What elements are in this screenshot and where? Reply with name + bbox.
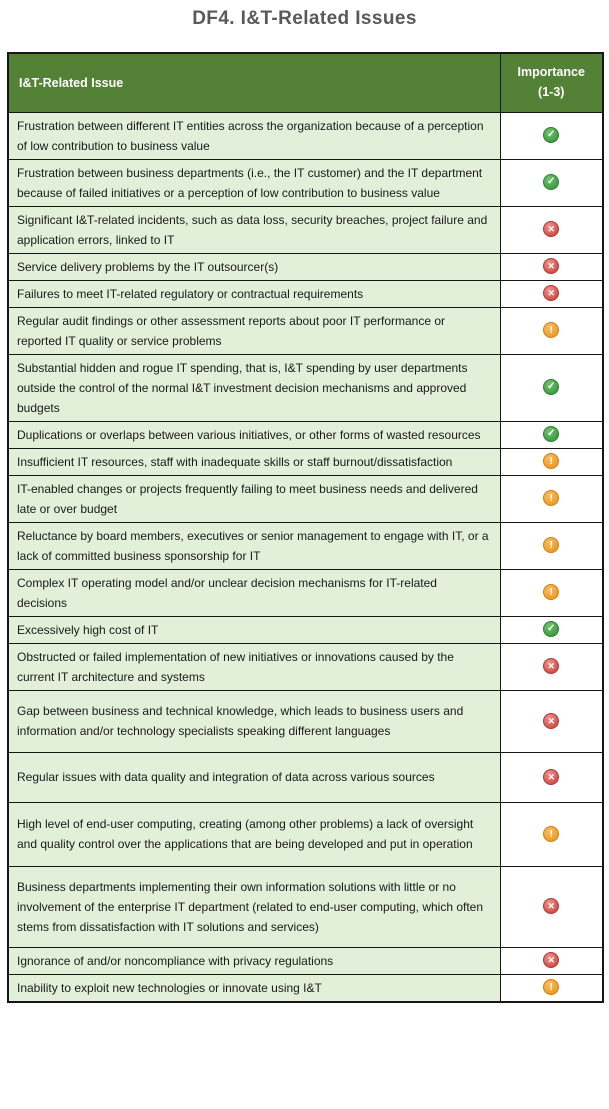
check-circle-icon: ✓ — [543, 127, 559, 143]
issue-text: Failures to meet IT-related regulatory or contractual requirements — [8, 280, 500, 307]
importance-cell — [500, 643, 603, 690]
issue-text: Substantial hidden and rogue IT spending, that is, I&T spending by user departments outside the control of the normal I&T investment decision mechanisms and approved budgets — [8, 354, 500, 421]
table-row — [8, 616, 603, 643]
exclamation-circle-icon: ! — [543, 322, 559, 338]
table-row — [8, 253, 603, 280]
importance-cell — [500, 690, 603, 752]
importance-cell — [500, 448, 603, 475]
x-circle-icon: ✕ — [543, 952, 559, 968]
importance-cell — [500, 280, 603, 307]
table-row — [8, 421, 603, 448]
x-circle-icon: ✕ — [543, 221, 559, 237]
importance-cell — [500, 522, 603, 569]
importance-cell — [500, 752, 603, 802]
importance-cell — [500, 947, 603, 974]
check-circle-icon: ✓ — [543, 379, 559, 395]
importance-cell — [500, 112, 603, 159]
table-row — [8, 159, 603, 206]
issue-text: Regular audit findings or other assessment reports about poor IT performance or reported IT quality or service problems — [8, 307, 500, 354]
issue-text: Complex IT operating model and/or unclear decision mechanisms for IT-related decisions — [8, 569, 500, 616]
issue-text: Frustration between business departments (i.e., the IT customer) and the IT department because of failed initiatives or a perception of low contribution to business value — [8, 159, 500, 206]
x-circle-icon: ✕ — [543, 769, 559, 785]
importance-cell — [500, 307, 603, 354]
importance-cell — [500, 354, 603, 421]
x-circle-icon: ✕ — [543, 898, 559, 914]
table-row — [8, 947, 603, 974]
issue-text: Business departments implementing their own information solutions with little or no involvement of the enterprise IT department (related to end-user computing, which often stems from dissatisfaction with IT solutions and services) — [8, 866, 500, 947]
exclamation-circle-icon: ! — [543, 826, 559, 842]
table-row — [8, 354, 603, 421]
table-row — [8, 752, 603, 802]
exclamation-circle-icon: ! — [543, 490, 559, 506]
check-circle-icon: ✓ — [543, 426, 559, 442]
issue-text: Ignorance of and/or noncompliance with privacy regulations — [8, 947, 500, 974]
importance-cell — [500, 206, 603, 253]
table-row — [8, 112, 603, 159]
importance-cell — [500, 866, 603, 947]
column-header-importance: Importance (1-3) — [500, 53, 603, 112]
issue-text: IT-enabled changes or projects frequently failing to meet business needs and delivered late or over budget — [8, 475, 500, 522]
exclamation-circle-icon: ! — [543, 537, 559, 553]
issue-text: High level of end-user computing, creating (among other problems) a lack of oversight and quality control over the applications that are being developed and put in operation — [8, 802, 500, 866]
x-circle-icon: ✕ — [543, 258, 559, 274]
issue-text: Inability to exploit new technologies or innovate using I&T — [8, 974, 500, 1002]
issue-text: Gap between business and technical knowledge, which leads to business users and information and/or technology specialists speaking different languages — [8, 690, 500, 752]
exclamation-circle-icon: ! — [543, 584, 559, 600]
table-row — [8, 974, 603, 1002]
importance-cell — [500, 421, 603, 448]
issue-text: Obstructed or failed implementation of new initiatives or innovations caused by the current IT architecture and systems — [8, 643, 500, 690]
check-circle-icon: ✓ — [543, 174, 559, 190]
page-title: DF4. I&T-Related Issues — [192, 8, 417, 29]
issue-text: Reluctance by board members, executives or senior management to engage with IT, or a lack of committed business sponsorship for IT — [8, 522, 500, 569]
x-circle-icon: ✕ — [543, 658, 559, 674]
issue-text: Regular issues with data quality and integration of data across various sources — [8, 752, 500, 802]
importance-cell — [500, 253, 603, 280]
exclamation-circle-icon: ! — [543, 979, 559, 995]
table-row — [8, 802, 603, 866]
issue-text: Service delivery problems by the IT outsourcer(s) — [8, 253, 500, 280]
importance-cell — [500, 475, 603, 522]
importance-cell — [500, 616, 603, 643]
importance-cell — [500, 569, 603, 616]
x-circle-icon: ✕ — [543, 713, 559, 729]
exclamation-circle-icon: ! — [543, 453, 559, 469]
issues-table — [7, 52, 604, 1003]
issue-text: Excessively high cost of IT — [8, 616, 500, 643]
issue-text: Insufficient IT resources, staff with inadequate skills or staff burnout/dissatisfaction — [8, 448, 500, 475]
table-row — [8, 475, 603, 522]
issue-text: Frustration between different IT entities across the organization because of a perception of low contribution to business value — [8, 112, 500, 159]
column-header-issue: I&T-Related Issue — [8, 53, 500, 112]
table-row — [8, 690, 603, 752]
issue-text: Duplications or overlaps between various initiatives, or other forms of wasted resources — [8, 421, 500, 448]
importance-cell — [500, 802, 603, 866]
table-row — [8, 569, 603, 616]
issue-text: Significant I&T-related incidents, such as data loss, security breaches, project failure and application errors, linked to IT — [8, 206, 500, 253]
table-row — [8, 522, 603, 569]
x-circle-icon: ✕ — [543, 285, 559, 301]
check-circle-icon: ✓ — [543, 621, 559, 637]
table-row — [8, 448, 603, 475]
table-body — [8, 112, 603, 1002]
table-row — [8, 866, 603, 947]
table-row — [8, 643, 603, 690]
table-row — [8, 307, 603, 354]
header-row — [8, 53, 603, 112]
importance-cell — [500, 159, 603, 206]
importance-cell — [500, 974, 603, 1002]
table-row — [8, 280, 603, 307]
table-row — [8, 206, 603, 253]
